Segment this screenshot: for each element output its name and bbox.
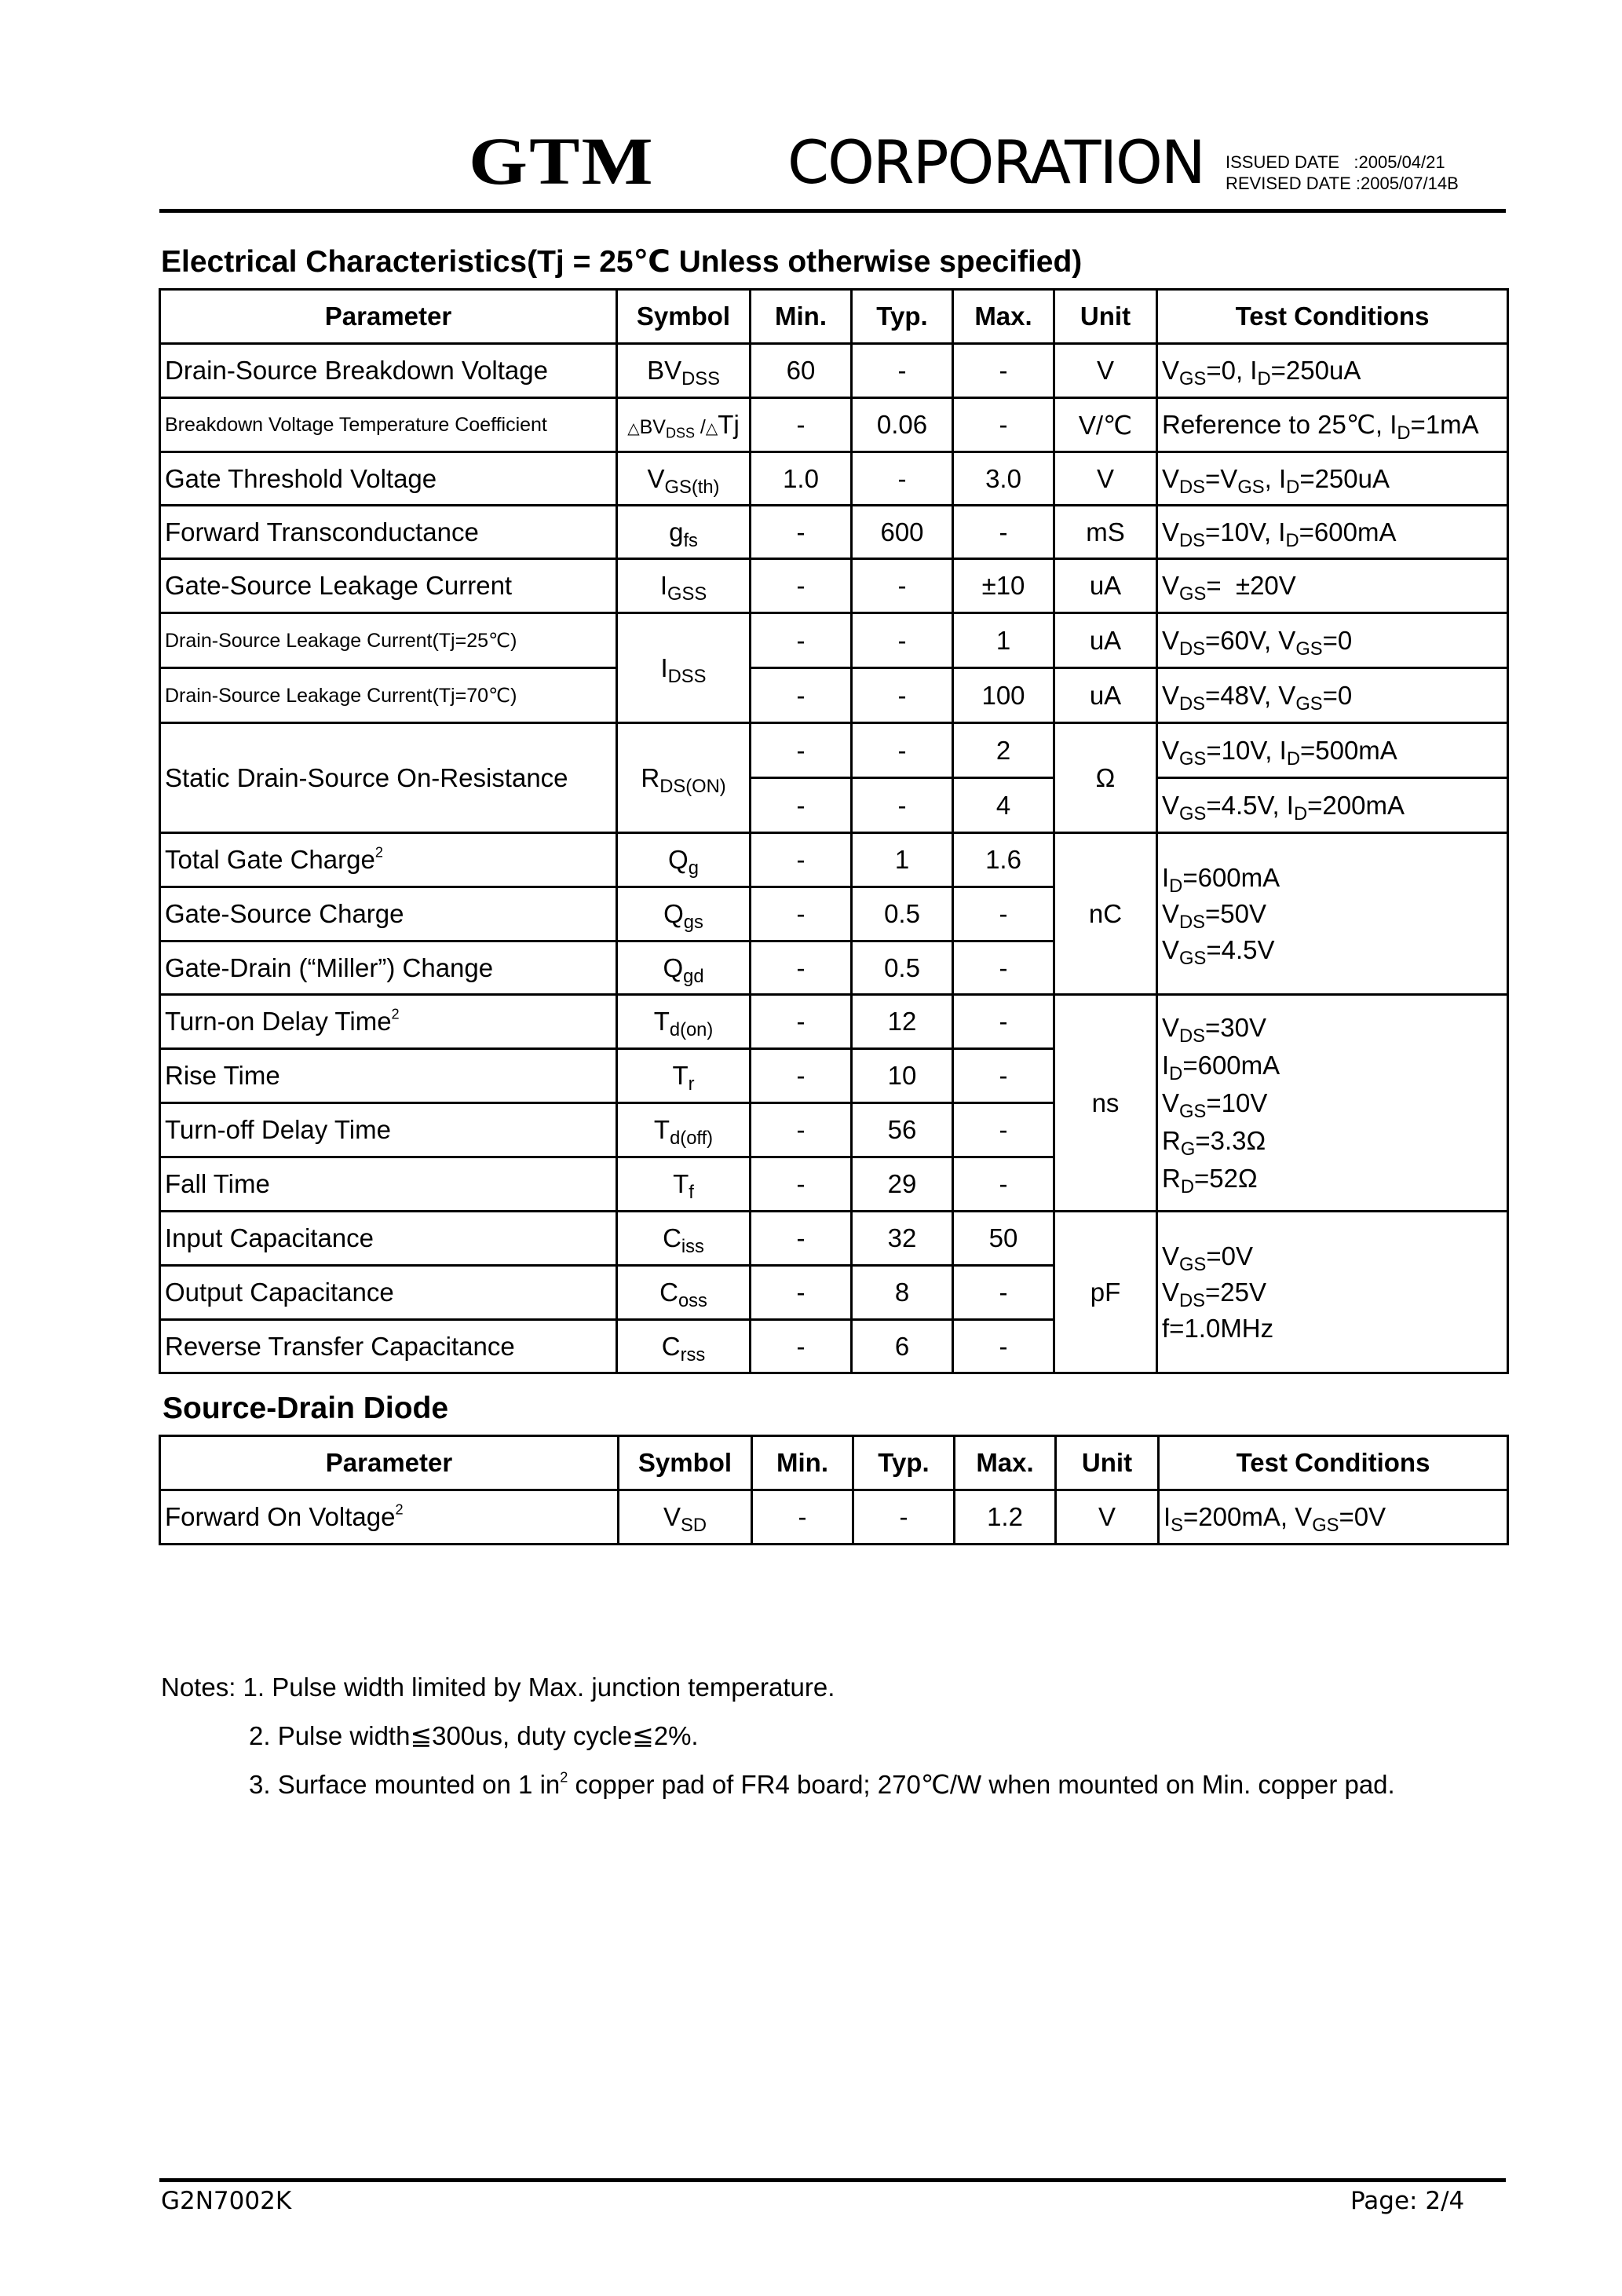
- electrical-characteristics-table: [159, 288, 1509, 1374]
- header-min: Min.: [752, 1436, 853, 1490]
- typ-cell: -: [853, 1490, 955, 1545]
- min-cell: -: [751, 723, 852, 778]
- min-cell: -: [751, 833, 852, 887]
- page-header: [0, 0, 1622, 216]
- min-cell: -: [751, 778, 852, 833]
- min-cell: -: [751, 1157, 852, 1212]
- param-cell: Gate-Source Leakage Current: [160, 559, 617, 613]
- symbol-cell: $I_{GSS}$: [617, 559, 751, 613]
- typ-cell: 1: [852, 833, 953, 887]
- param-cell: Output Capacitance: [160, 1266, 617, 1320]
- document-dates: [1226, 152, 1459, 194]
- unit-cell: V/℃: [1054, 398, 1157, 452]
- symbol-cell: $g_{fs}$: [617, 506, 751, 559]
- max-cell: -: [953, 995, 1054, 1049]
- unit-cell: Ω: [1054, 723, 1157, 833]
- param-cell: [160, 1490, 619, 1545]
- table-row: [160, 668, 1508, 723]
- max-cell: -: [953, 1049, 1054, 1103]
- param-cell: Drain-Source Breakdown Voltage: [160, 344, 617, 398]
- header-divider: [159, 209, 1506, 213]
- company-logo: GTM: [469, 123, 655, 199]
- typ-cell: 0.5: [852, 887, 953, 941]
- symbol-cell: $BV_{DSS}$: [617, 344, 751, 398]
- revised-date-label: REVISED DATE: [1226, 174, 1351, 193]
- max-cell: ±10: [953, 559, 1054, 613]
- footnote-mark: 2: [395, 1501, 404, 1518]
- unit-cell: ns: [1054, 995, 1157, 1212]
- max-cell: -: [953, 344, 1054, 398]
- min-cell: -: [751, 559, 852, 613]
- unit-cell: V: [1054, 344, 1157, 398]
- symbol-cell: $T_{d(on)}$: [617, 995, 751, 1049]
- param-cell: Input Capacitance: [160, 1212, 617, 1266]
- revised-date-value: :2005/07/14B: [1355, 174, 1459, 193]
- symbol-cell: $C_{oss}$: [617, 1266, 751, 1320]
- header-max: Max.: [953, 290, 1054, 344]
- typ-cell: 12: [852, 995, 953, 1049]
- condition-cell: $V_{DS}=30V$ $I_D=600mA$ $V_{GS}=10V$ $R_G=3.3\Omega$ $R_D=52\Omega$: [1157, 995, 1508, 1212]
- max-cell: 4: [953, 778, 1054, 833]
- note-1: Notes: 1. Pulse width limited by Max. junction temperature.: [161, 1673, 835, 1702]
- header-symbol: Symbol: [617, 290, 751, 344]
- param-cell: Gate Threshold Voltage: [160, 452, 617, 506]
- issued-date-label: ISSUED DATE: [1226, 152, 1340, 172]
- typ-cell: 0.5: [852, 941, 953, 995]
- max-cell: 100: [953, 668, 1054, 723]
- param-label: Forward On Voltage: [165, 1502, 396, 1531]
- symbol-cell: $V_{SD}$: [619, 1490, 752, 1545]
- note-3-part-1: 3. Surface mounted on 1 in: [249, 1770, 561, 1799]
- table-row: [160, 559, 1508, 613]
- header-parameter: Parameter: [160, 290, 617, 344]
- table-row: [160, 995, 1508, 1049]
- footnote-mark: 2: [391, 1006, 400, 1022]
- header-test-conditions: Test Conditions: [1159, 1436, 1508, 1490]
- note-3-superscript: 2: [560, 1769, 568, 1786]
- typ-cell: 56: [852, 1103, 953, 1157]
- typ-cell: 29: [852, 1157, 953, 1212]
- symbol-cell: $T_r$: [617, 1049, 751, 1103]
- param-cell: Forward Transconductance: [160, 506, 617, 559]
- typ-cell: -: [852, 613, 953, 668]
- param-cell: Drain-Source Leakage Current(Tj=70℃): [160, 668, 617, 723]
- source-drain-diode-title: Source-Drain Diode: [163, 1391, 449, 1425]
- condition-cell: $V_{GS}=0V$ $V_{DS}=25V$ f=1.0MHz: [1157, 1212, 1508, 1373]
- min-cell: -: [751, 941, 852, 995]
- part-number: G2N7002K: [161, 2187, 292, 2215]
- issued-date-value: :2005/04/21: [1353, 152, 1445, 172]
- header-parameter: Parameter: [160, 1436, 619, 1490]
- param-cell: Gate-Drain (“Miller”) Change: [160, 941, 617, 995]
- unit-cell: uA: [1054, 559, 1157, 613]
- param-cell: Static Drain-Source On-Resistance: [160, 723, 617, 833]
- table-row: [160, 723, 1508, 778]
- condition-cell: $V_{DS}=60V$, $V_{GS}=0$: [1157, 613, 1508, 668]
- unit-cell: uA: [1054, 613, 1157, 668]
- symbol-cell: $T_{d(off)}$: [617, 1103, 751, 1157]
- typ-cell: -: [852, 559, 953, 613]
- max-cell: 1: [953, 613, 1054, 668]
- param-cell: Turn-off Delay Time: [160, 1103, 617, 1157]
- symbol-cell: $Q_{gs}$: [617, 887, 751, 941]
- condition-cell: $V_{GS}=4.5V$, $I_D=200mA$: [1157, 778, 1508, 833]
- table-row: [160, 833, 1508, 887]
- symbol-cell: $V_{GS(th)}$: [617, 452, 751, 506]
- min-cell: -: [751, 1049, 852, 1103]
- min-cell: -: [751, 995, 852, 1049]
- header-typ: Typ.: [853, 1436, 955, 1490]
- table-row: [160, 506, 1508, 559]
- min-cell: -: [752, 1490, 853, 1545]
- max-cell: 50: [953, 1212, 1054, 1266]
- param-cell: Gate-Source Charge: [160, 887, 617, 941]
- header-typ: Typ.: [852, 290, 953, 344]
- page-number: Page: 2/4: [1350, 2187, 1465, 2215]
- note-2: 2. Pulse width≦300us, duty cycle≦2%.: [249, 1721, 699, 1750]
- max-cell: -: [953, 1157, 1054, 1212]
- typ-cell: 0.06: [852, 398, 953, 452]
- param-cell: Drain-Source Leakage Current(Tj=25℃): [160, 613, 617, 668]
- min-cell: -: [751, 1320, 852, 1373]
- source-drain-diode-table: [159, 1435, 1509, 1545]
- min-cell: -: [751, 1212, 852, 1266]
- header-min: Min.: [751, 290, 852, 344]
- note-3-part-2: copper pad of FR4 board; 270℃/W when mounted on Min. copper pad.: [568, 1770, 1395, 1799]
- condition-cell: $V_{DS}=10V$, $I_D=600mA$: [1157, 506, 1508, 559]
- table-row: [160, 613, 1508, 668]
- param-cell: Rise Time: [160, 1049, 617, 1103]
- typ-cell: -: [852, 778, 953, 833]
- param-label: Total Gate Charge: [165, 845, 375, 874]
- unit-cell: nC: [1054, 833, 1157, 995]
- symbol-cell: $C_{rss}$: [617, 1320, 751, 1373]
- param-cell: Breakdown Voltage Temperature Coefficient: [160, 398, 617, 452]
- typ-cell: 600: [852, 506, 953, 559]
- min-cell: -: [751, 887, 852, 941]
- typ-cell: -: [852, 668, 953, 723]
- table-header-row: [160, 290, 1508, 344]
- unit-cell: uA: [1054, 668, 1157, 723]
- notes-section: [161, 1663, 1395, 1809]
- footnote-mark: 2: [374, 844, 383, 861]
- param-cell: [160, 995, 617, 1049]
- min-cell: -: [751, 1103, 852, 1157]
- header-test-conditions: Test Conditions: [1157, 290, 1508, 344]
- min-cell: -: [751, 1266, 852, 1320]
- param-label: Turn-on Delay Time: [165, 1007, 392, 1036]
- condition-cell: $V_{GS}=0$, $I_D=250uA$: [1157, 344, 1508, 398]
- unit-cell: mS: [1054, 506, 1157, 559]
- symbol-cell: $T_f$: [617, 1157, 751, 1212]
- header-unit: Unit: [1054, 290, 1157, 344]
- max-cell: 1.6: [953, 833, 1054, 887]
- typ-cell: 8: [852, 1266, 953, 1320]
- param-cell: [160, 833, 617, 887]
- condition-cell: $V_{GS}=10V$, $I_D=500mA$: [1157, 723, 1508, 778]
- max-cell: -: [953, 1266, 1054, 1320]
- table-row: [160, 1212, 1508, 1266]
- condition-cell: $V_{GS}= \pm 20V$: [1157, 559, 1508, 613]
- min-cell: 60: [751, 344, 852, 398]
- table-row: [160, 1490, 1508, 1545]
- max-cell: -: [953, 941, 1054, 995]
- max-cell: -: [953, 398, 1054, 452]
- typ-cell: 32: [852, 1212, 953, 1266]
- min-cell: -: [751, 398, 852, 452]
- header-unit: Unit: [1056, 1436, 1159, 1490]
- max-cell: 2: [953, 723, 1054, 778]
- table-row: [160, 398, 1508, 452]
- min-cell: 1.0: [751, 452, 852, 506]
- condition-cell: $V_{DS}=48V$, $V_{GS}=0$: [1157, 668, 1508, 723]
- table-row: [160, 344, 1508, 398]
- typ-cell: -: [852, 344, 953, 398]
- min-cell: -: [751, 613, 852, 668]
- symbol-cell: $R_{DS(ON)}$: [617, 723, 751, 833]
- max-cell: -: [953, 1320, 1054, 1373]
- note-3: [161, 1760, 1395, 1809]
- min-cell: -: [751, 506, 852, 559]
- symbol-cell: $\triangle BV_{DSS}$ /△Tj: [617, 398, 751, 452]
- footer-divider: [159, 2178, 1506, 2182]
- max-cell: 1.2: [955, 1490, 1056, 1545]
- table-row: [160, 452, 1508, 506]
- typ-cell: -: [852, 452, 953, 506]
- min-cell: -: [751, 668, 852, 723]
- electrical-characteristics-title: Electrical Characteristics(Tj = 25℃ Unless otherwise specified): [161, 245, 1083, 279]
- condition-cell: $I_D=600mA$ $V_{DS}=50V$ $V_{GS}=4.5V$: [1157, 833, 1508, 995]
- max-cell: 3.0: [953, 452, 1054, 506]
- condition-cell: $V_{DS}=V_{GS}$, $I_D=250uA$: [1157, 452, 1508, 506]
- table-header-row: [160, 1436, 1508, 1490]
- symbol-cell: $Q_{gd}$: [617, 941, 751, 995]
- typ-cell: 10: [852, 1049, 953, 1103]
- param-cell: Reverse Transfer Capacitance: [160, 1320, 617, 1373]
- condition-cell: Reference to 25℃, $I_D=1mA$: [1157, 398, 1508, 452]
- header-symbol: Symbol: [619, 1436, 752, 1490]
- symbol-cell: $Q_g$: [617, 833, 751, 887]
- symbol-cell: $I_{DSS}$: [617, 613, 751, 723]
- unit-cell: pF: [1054, 1212, 1157, 1373]
- unit-cell: V: [1056, 1490, 1159, 1545]
- corporation-label: CORPORATION: [787, 127, 1204, 197]
- frequency-condition: f=1.0MHz: [1162, 1313, 1274, 1343]
- symbol-cell: $C_{iss}$: [617, 1212, 751, 1266]
- condition-cell: $I_S=200mA$, $V_{GS}=0V$: [1159, 1490, 1508, 1545]
- max-cell: -: [953, 506, 1054, 559]
- max-cell: -: [953, 1103, 1054, 1157]
- param-cell: Fall Time: [160, 1157, 617, 1212]
- typ-cell: 6: [852, 1320, 953, 1373]
- unit-cell: V: [1054, 452, 1157, 506]
- header-max: Max.: [955, 1436, 1056, 1490]
- typ-cell: -: [852, 723, 953, 778]
- max-cell: -: [953, 887, 1054, 941]
